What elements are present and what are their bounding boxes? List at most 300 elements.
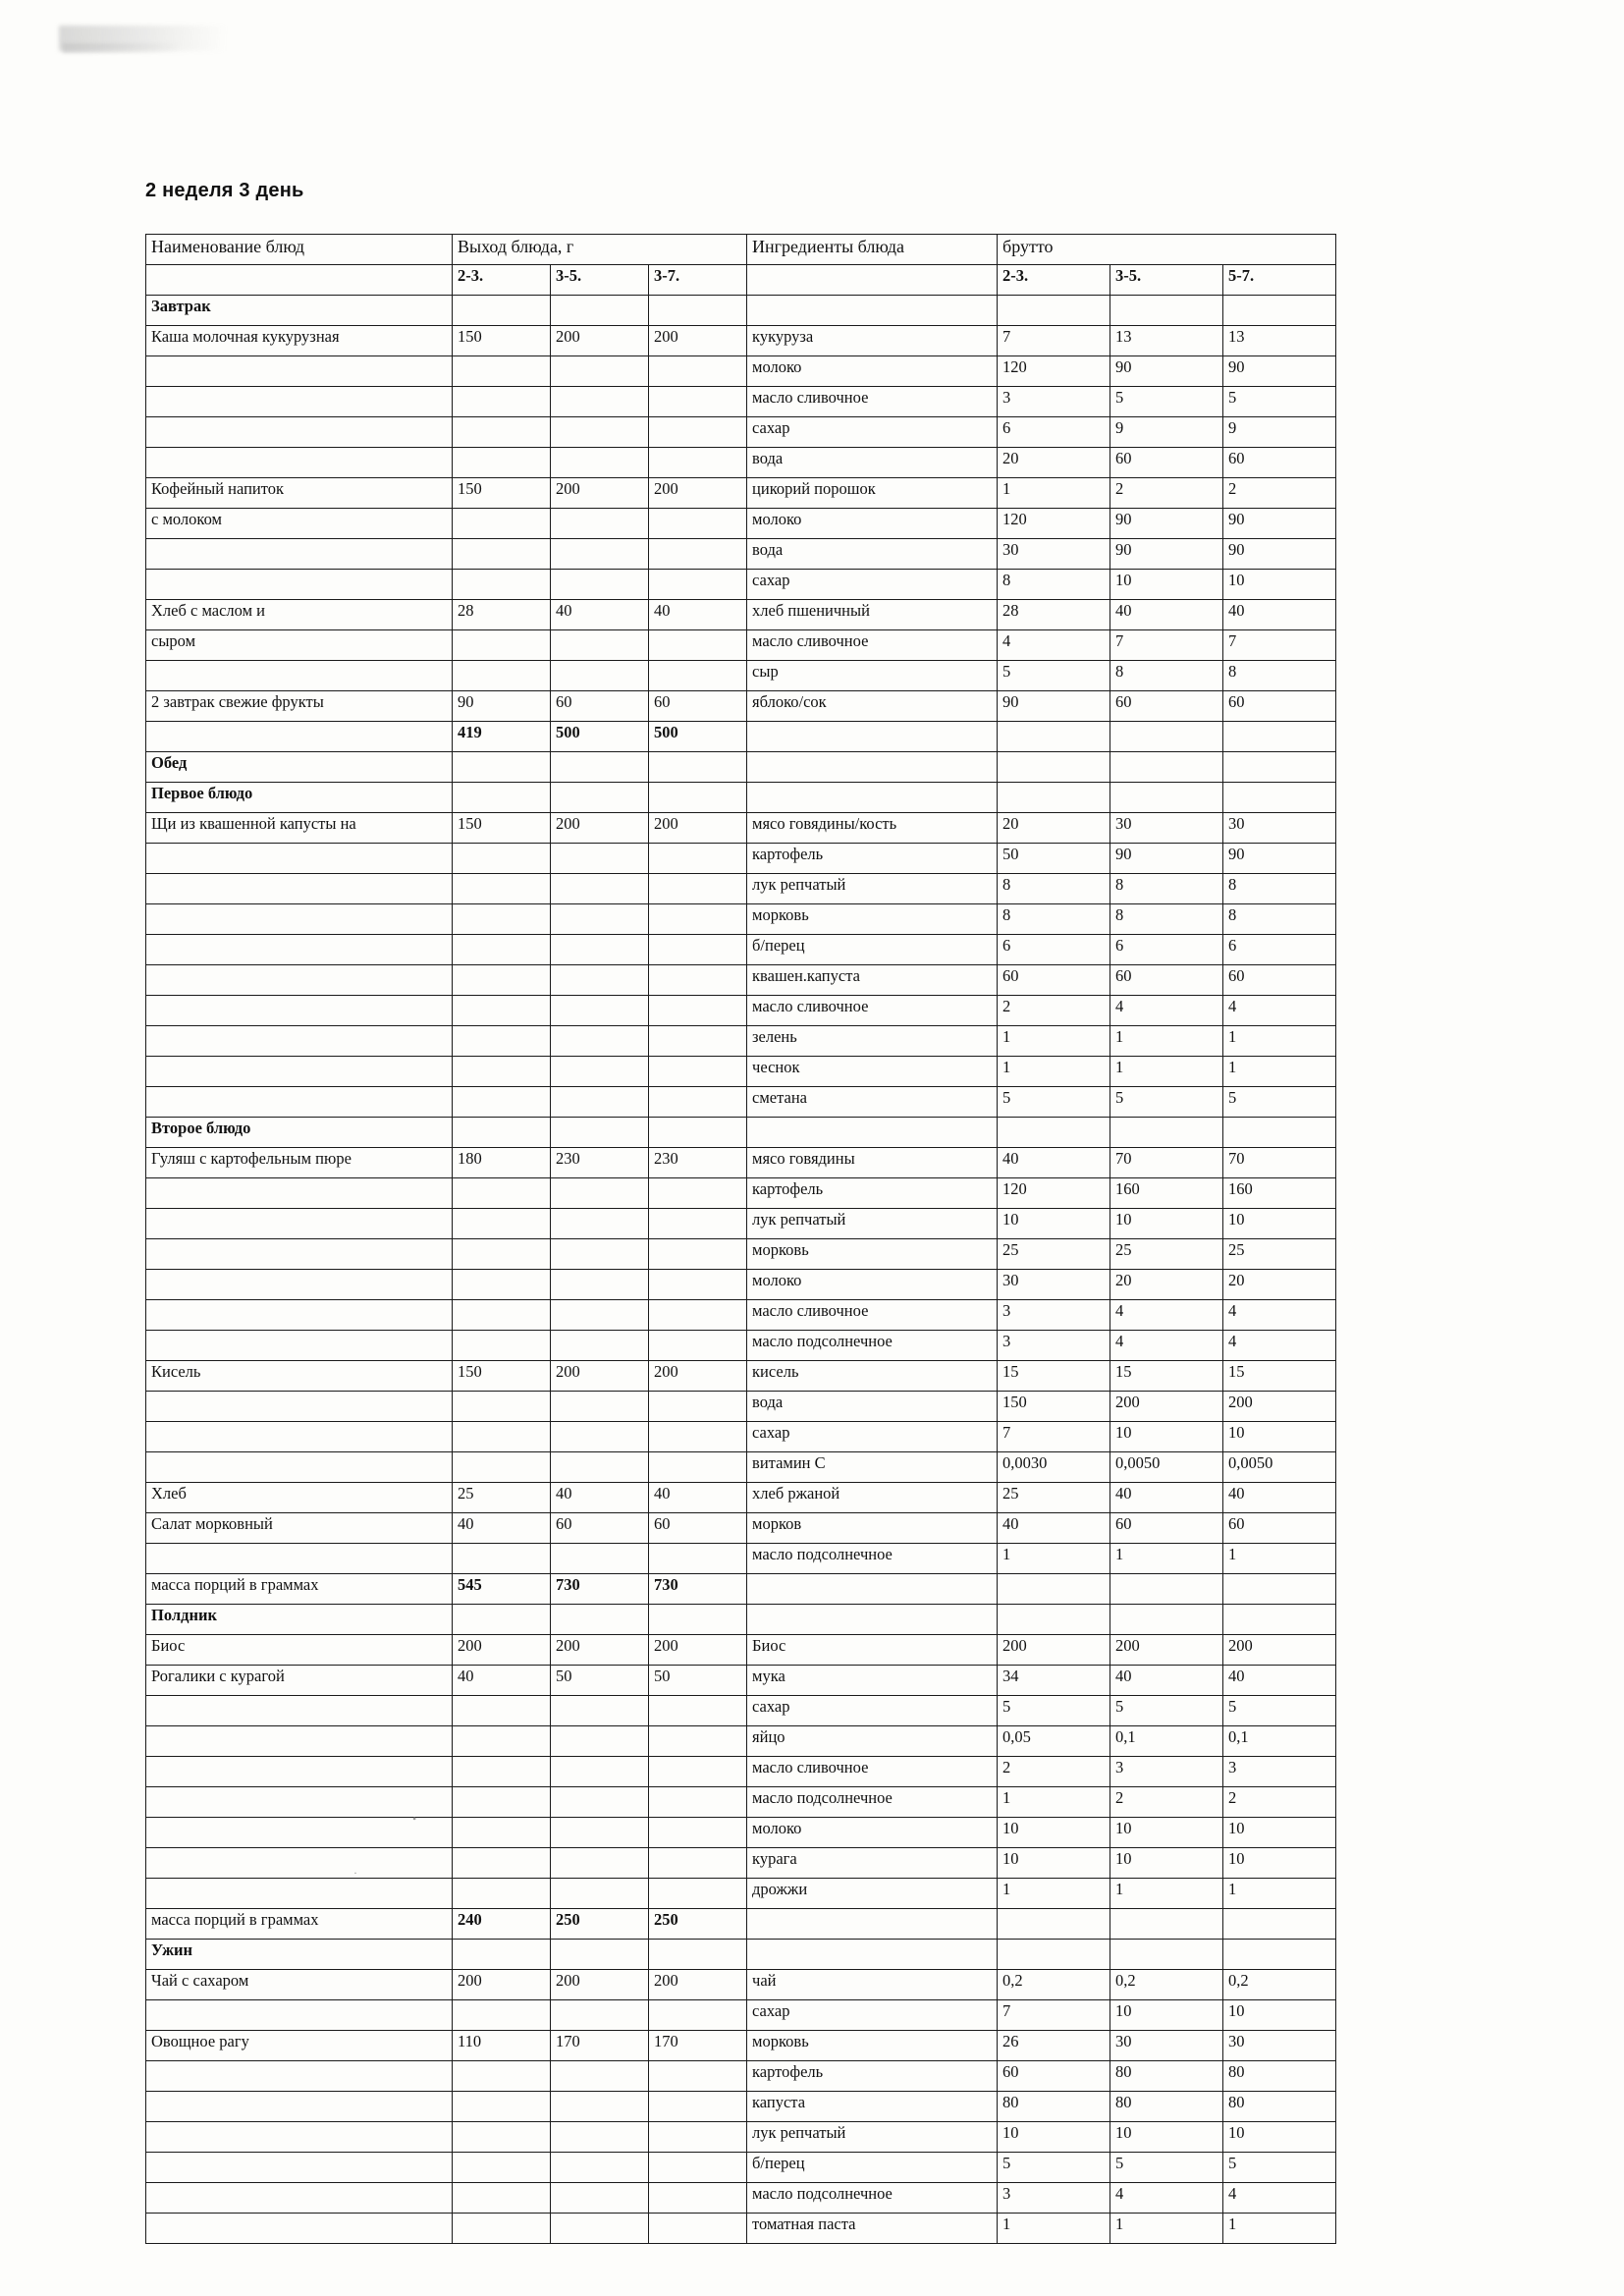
cell-g3 xyxy=(1223,296,1336,326)
cell-y1: 90 xyxy=(453,691,551,722)
cell-y3 xyxy=(649,1940,747,1970)
cell-y2 xyxy=(551,630,649,661)
cell-name: с молоком xyxy=(146,509,453,539)
cell-ing: сыр xyxy=(747,661,998,691)
cell-y3: 200 xyxy=(649,326,747,356)
cell-name xyxy=(146,1026,453,1057)
cell-g3: 10 xyxy=(1223,1422,1336,1452)
table-row xyxy=(146,1787,1336,1818)
cell-y3 xyxy=(649,1726,747,1757)
table-row xyxy=(146,1026,1336,1057)
cell-name xyxy=(146,1757,453,1787)
cell-g1: 25 xyxy=(998,1239,1110,1270)
cell-y3 xyxy=(649,1270,747,1300)
cell-y3: 230 xyxy=(649,1148,747,1178)
cell-name: Второе блюдо xyxy=(146,1118,453,1148)
cell-ing: картофель xyxy=(747,844,998,874)
cell-name: Кисель xyxy=(146,1361,453,1392)
cell-y2 xyxy=(551,539,649,570)
cell-y2 xyxy=(551,904,649,935)
cell-g2: 60 xyxy=(1110,448,1223,478)
cell-g3: 10 xyxy=(1223,1848,1336,1879)
cell-g2: 90 xyxy=(1110,509,1223,539)
cell-y1: 28 xyxy=(453,600,551,630)
cell-name xyxy=(146,1057,453,1087)
cell-y1 xyxy=(453,1331,551,1361)
cell-ing: картофель xyxy=(747,1178,998,1209)
table-row xyxy=(146,996,1336,1026)
cell-y3 xyxy=(649,1422,747,1452)
cell-g3: 70 xyxy=(1223,1148,1336,1178)
cell-y3 xyxy=(649,1696,747,1726)
cell-y1 xyxy=(453,1026,551,1057)
table-row xyxy=(146,326,1336,356)
cell-name xyxy=(146,965,453,996)
cell-y1 xyxy=(453,1757,551,1787)
table-row xyxy=(146,539,1336,570)
cell-y3 xyxy=(649,1605,747,1635)
cell-g3: 4 xyxy=(1223,1300,1336,1331)
cell-g3: 8 xyxy=(1223,661,1336,691)
cell-name xyxy=(146,661,453,691)
cell-g1: 4 xyxy=(998,630,1110,661)
cell-name: Завтрак xyxy=(146,296,453,326)
cell-y2 xyxy=(551,1879,649,1909)
cell-y2 xyxy=(551,965,649,996)
cell-y1 xyxy=(453,2214,551,2244)
cell-y1 xyxy=(453,874,551,904)
cell-y2: 60 xyxy=(551,1513,649,1544)
cell-name xyxy=(146,844,453,874)
cell-y1 xyxy=(453,1209,551,1239)
cell-g1: 10 xyxy=(998,1209,1110,1239)
cell-ing: зелень xyxy=(747,1026,998,1057)
cell-y1 xyxy=(453,1178,551,1209)
cell-y1 xyxy=(453,1940,551,1970)
cell-g3: 60 xyxy=(1223,965,1336,996)
cell-name xyxy=(146,448,453,478)
cell-y2 xyxy=(551,1787,649,1818)
table-row xyxy=(146,2153,1336,2183)
table-row xyxy=(146,1178,1336,1209)
cell-g1 xyxy=(998,752,1110,783)
subheader-gross-age-1: 2-3. xyxy=(998,265,1110,296)
cell-ing: витамин С xyxy=(747,1452,998,1483)
cell-g1 xyxy=(998,1118,1110,1148)
cell-g1: 0,0030 xyxy=(998,1452,1110,1483)
cell-g2 xyxy=(1110,1574,1223,1605)
cell-ing: масло подсолнечное xyxy=(747,1787,998,1818)
cell-y1: 40 xyxy=(453,1666,551,1696)
cell-g3: 10 xyxy=(1223,1818,1336,1848)
cell-name xyxy=(146,935,453,965)
cell-name: Хлеб с маслом и xyxy=(146,600,453,630)
cell-ing: хлеб пшеничный xyxy=(747,600,998,630)
cell-y1 xyxy=(453,1726,551,1757)
cell-g3: 4 xyxy=(1223,996,1336,1026)
cell-y1 xyxy=(453,539,551,570)
cell-y2 xyxy=(551,1331,649,1361)
cell-y2 xyxy=(551,356,649,387)
cell-name: Салат морковный xyxy=(146,1513,453,1544)
cell-g3: 0,2 xyxy=(1223,1970,1336,2000)
cell-y2: 730 xyxy=(551,1574,649,1605)
cell-name xyxy=(146,1392,453,1422)
cell-y3 xyxy=(649,356,747,387)
cell-y2 xyxy=(551,2092,649,2122)
cell-name: Кофейный напиток xyxy=(146,478,453,509)
cell-g3: 5 xyxy=(1223,1696,1336,1726)
cell-y2 xyxy=(551,1209,649,1239)
cell-ing: б/перец xyxy=(747,2153,998,2183)
table-row xyxy=(146,1118,1336,1148)
cell-y1 xyxy=(453,448,551,478)
cell-ing: курага xyxy=(747,1848,998,1879)
cell-y3 xyxy=(649,630,747,661)
table-row xyxy=(146,935,1336,965)
cell-g3: 90 xyxy=(1223,844,1336,874)
cell-g2: 4 xyxy=(1110,1331,1223,1361)
cell-name xyxy=(146,1300,453,1331)
cell-y1 xyxy=(453,2092,551,2122)
cell-g2: 4 xyxy=(1110,2183,1223,2214)
cell-name: Рогалики с курагой xyxy=(146,1666,453,1696)
cell-g3: 5 xyxy=(1223,2153,1336,2183)
cell-g1: 1 xyxy=(998,1787,1110,1818)
table-row xyxy=(146,1696,1336,1726)
cell-name: Каша молочная кукурузная xyxy=(146,326,453,356)
cell-ing: молоко xyxy=(747,1818,998,1848)
cell-g3: 1 xyxy=(1223,1544,1336,1574)
cell-g1: 3 xyxy=(998,1331,1110,1361)
cell-ing xyxy=(747,1605,998,1635)
cell-g2: 1 xyxy=(1110,1879,1223,1909)
cell-g1: 5 xyxy=(998,2153,1110,2183)
cell-ing: морковь xyxy=(747,2031,998,2061)
cell-y1 xyxy=(453,387,551,417)
cell-ing: сахар xyxy=(747,1422,998,1452)
cell-ing: вода xyxy=(747,539,998,570)
cell-g1: 50 xyxy=(998,844,1110,874)
cell-g1: 6 xyxy=(998,935,1110,965)
cell-y1 xyxy=(453,296,551,326)
cell-name xyxy=(146,539,453,570)
cell-y3 xyxy=(649,539,747,570)
cell-y2 xyxy=(551,448,649,478)
header-dish-name: Наименование блюд xyxy=(146,235,453,265)
cell-g2: 10 xyxy=(1110,1818,1223,1848)
cell-name: Чай с сахаром xyxy=(146,1970,453,2000)
cell-ing: масло сливочное xyxy=(747,630,998,661)
cell-g3 xyxy=(1223,752,1336,783)
table-row xyxy=(146,1057,1336,1087)
cell-g3: 25 xyxy=(1223,1239,1336,1270)
cell-y3 xyxy=(649,935,747,965)
cell-ing: вода xyxy=(747,1392,998,1422)
cell-g3: 5 xyxy=(1223,1087,1336,1118)
cell-name xyxy=(146,2214,453,2244)
cell-g1: 1 xyxy=(998,2214,1110,2244)
cell-g2: 10 xyxy=(1110,1209,1223,1239)
cell-g2: 2 xyxy=(1110,478,1223,509)
table-row xyxy=(146,2000,1336,2031)
table-row xyxy=(146,1331,1336,1361)
cell-g1: 3 xyxy=(998,2183,1110,2214)
cell-y3 xyxy=(649,2122,747,2153)
cell-ing: капуста xyxy=(747,2092,998,2122)
subheader-gross-age-2: 3-5. xyxy=(1110,265,1223,296)
table-row xyxy=(146,1209,1336,1239)
cell-y3: 730 xyxy=(649,1574,747,1605)
cell-y3 xyxy=(649,965,747,996)
cell-y1: 545 xyxy=(453,1574,551,1605)
cell-y1 xyxy=(453,1818,551,1848)
cell-y3 xyxy=(649,1757,747,1787)
table-row xyxy=(146,1574,1336,1605)
subheader-blank-right xyxy=(747,265,998,296)
cell-y2 xyxy=(551,661,649,691)
cell-ing xyxy=(747,752,998,783)
cell-g2: 9 xyxy=(1110,417,1223,448)
cell-g3: 80 xyxy=(1223,2092,1336,2122)
cell-g2: 60 xyxy=(1110,965,1223,996)
cell-g3: 1 xyxy=(1223,1026,1336,1057)
table-row xyxy=(146,1239,1336,1270)
cell-g2 xyxy=(1110,1909,1223,1940)
cell-y1 xyxy=(453,417,551,448)
cell-ing xyxy=(747,1118,998,1148)
cell-g1: 8 xyxy=(998,874,1110,904)
cell-g3: 20 xyxy=(1223,1270,1336,1300)
cell-g2 xyxy=(1110,752,1223,783)
table-row xyxy=(146,1422,1336,1452)
cell-ing: сахар xyxy=(747,1696,998,1726)
table-row xyxy=(146,2214,1336,2244)
cell-g1: 7 xyxy=(998,326,1110,356)
cell-g3: 15 xyxy=(1223,1361,1336,1392)
table-row xyxy=(146,1361,1336,1392)
table-row xyxy=(146,1848,1336,1879)
cell-y3 xyxy=(649,996,747,1026)
table-row xyxy=(146,722,1336,752)
cell-ing: молоко xyxy=(747,1270,998,1300)
cell-y2 xyxy=(551,1178,649,1209)
cell-g3: 40 xyxy=(1223,600,1336,630)
cell-y2 xyxy=(551,1057,649,1087)
cell-g3: 2 xyxy=(1223,1787,1336,1818)
table-row xyxy=(146,844,1336,874)
cell-g1: 1 xyxy=(998,1057,1110,1087)
cell-y2 xyxy=(551,783,649,813)
cell-y2: 500 xyxy=(551,722,649,752)
table-row xyxy=(146,1879,1336,1909)
cell-y1: 110 xyxy=(453,2031,551,2061)
cell-g1: 8 xyxy=(998,570,1110,600)
cell-g2: 10 xyxy=(1110,1848,1223,1879)
cell-ing: масло подсолнечное xyxy=(747,2183,998,2214)
pencil-mark-1: • xyxy=(412,1812,417,1826)
cell-y1 xyxy=(453,1270,551,1300)
cell-name: Ужин xyxy=(146,1940,453,1970)
cell-y2 xyxy=(551,1726,649,1757)
cell-name xyxy=(146,2000,453,2031)
table-row xyxy=(146,2183,1336,2214)
cell-name xyxy=(146,1087,453,1118)
cell-y1: 150 xyxy=(453,478,551,509)
cell-ing: масло сливочное xyxy=(747,1757,998,1787)
cell-g2: 90 xyxy=(1110,844,1223,874)
cell-g2: 160 xyxy=(1110,1178,1223,1209)
cell-y3: 200 xyxy=(649,1361,747,1392)
cell-g1: 2 xyxy=(998,1757,1110,1787)
cell-g1: 0,2 xyxy=(998,1970,1110,2000)
menu-table-body xyxy=(146,235,1336,2244)
cell-g3: 10 xyxy=(1223,2000,1336,2031)
cell-y3 xyxy=(649,874,747,904)
cell-g2: 8 xyxy=(1110,904,1223,935)
cell-y3 xyxy=(649,2214,747,2244)
cell-y3 xyxy=(649,387,747,417)
table-row xyxy=(146,2061,1336,2092)
cell-y3 xyxy=(649,2061,747,2092)
cell-ing: сахар xyxy=(747,417,998,448)
cell-y3 xyxy=(649,904,747,935)
cell-g2: 40 xyxy=(1110,600,1223,630)
table-row xyxy=(146,691,1336,722)
cell-g3 xyxy=(1223,1118,1336,1148)
cell-g3: 30 xyxy=(1223,813,1336,844)
cell-y2 xyxy=(551,387,649,417)
cell-y2 xyxy=(551,2000,649,2031)
cell-ing: лук репчатый xyxy=(747,874,998,904)
cell-y2: 40 xyxy=(551,600,649,630)
cell-y3 xyxy=(649,417,747,448)
cell-y1 xyxy=(453,1392,551,1422)
cell-y2 xyxy=(551,1087,649,1118)
cell-g2: 2 xyxy=(1110,1787,1223,1818)
cell-g2: 40 xyxy=(1110,1483,1223,1513)
cell-g2: 80 xyxy=(1110,2092,1223,2122)
cell-y1 xyxy=(453,356,551,387)
cell-y3 xyxy=(649,783,747,813)
cell-name xyxy=(146,1422,453,1452)
cell-y3: 40 xyxy=(649,1483,747,1513)
scan-artifact xyxy=(59,26,226,51)
cell-name xyxy=(146,722,453,752)
table-row xyxy=(146,448,1336,478)
cell-g2: 200 xyxy=(1110,1635,1223,1666)
cell-y3: 250 xyxy=(649,1909,747,1940)
cell-y3 xyxy=(649,2153,747,2183)
cell-g2: 4 xyxy=(1110,996,1223,1026)
cell-g1: 28 xyxy=(998,600,1110,630)
cell-ing: мука xyxy=(747,1666,998,1696)
cell-y3 xyxy=(649,509,747,539)
table-row xyxy=(146,1635,1336,1666)
table-row xyxy=(146,1605,1336,1635)
cell-y3: 50 xyxy=(649,1666,747,1696)
cell-g1: 3 xyxy=(998,387,1110,417)
cell-ing: картофель xyxy=(747,2061,998,2092)
cell-g1: 40 xyxy=(998,1513,1110,1544)
cell-g3: 10 xyxy=(1223,1209,1336,1239)
cell-g2: 10 xyxy=(1110,570,1223,600)
table-row xyxy=(146,1392,1336,1422)
cell-g1: 40 xyxy=(998,1148,1110,1178)
cell-name xyxy=(146,1209,453,1239)
cell-g1 xyxy=(998,783,1110,813)
cell-name xyxy=(146,2061,453,2092)
cell-y3: 200 xyxy=(649,813,747,844)
cell-name xyxy=(146,2092,453,2122)
table-row xyxy=(146,783,1336,813)
cell-g1: 80 xyxy=(998,2092,1110,2122)
table-row xyxy=(146,1666,1336,1696)
table-row xyxy=(146,661,1336,691)
cell-g1: 10 xyxy=(998,2122,1110,2153)
cell-y2 xyxy=(551,1026,649,1057)
cell-g3: 60 xyxy=(1223,1513,1336,1544)
cell-g1: 30 xyxy=(998,539,1110,570)
cell-g3: 200 xyxy=(1223,1635,1336,1666)
table-row xyxy=(146,417,1336,448)
cell-y2 xyxy=(551,1452,649,1483)
cell-g1: 150 xyxy=(998,1392,1110,1422)
cell-y3 xyxy=(649,2183,747,2214)
cell-y3 xyxy=(649,752,747,783)
cell-ing: чай xyxy=(747,1970,998,2000)
cell-y3: 200 xyxy=(649,1635,747,1666)
cell-y3: 60 xyxy=(649,691,747,722)
cell-y3 xyxy=(649,1209,747,1239)
header-ingredients: Ингредиенты блюда xyxy=(747,235,998,265)
cell-g1 xyxy=(998,1574,1110,1605)
cell-y2 xyxy=(551,296,649,326)
cell-y3 xyxy=(649,1787,747,1818)
cell-ing: лук репчатый xyxy=(747,1209,998,1239)
cell-y1 xyxy=(453,630,551,661)
cell-g1: 10 xyxy=(998,1818,1110,1848)
cell-g1: 20 xyxy=(998,448,1110,478)
cell-g2: 200 xyxy=(1110,1392,1223,1422)
cell-g1: 5 xyxy=(998,1696,1110,1726)
cell-g1: 1 xyxy=(998,1544,1110,1574)
cell-name: Биос xyxy=(146,1635,453,1666)
cell-ing: хлеб ржаной xyxy=(747,1483,998,1513)
cell-name xyxy=(146,904,453,935)
cell-y2 xyxy=(551,874,649,904)
cell-g3 xyxy=(1223,1574,1336,1605)
cell-y2 xyxy=(551,2061,649,2092)
cell-name xyxy=(146,1787,453,1818)
cell-g1: 2 xyxy=(998,996,1110,1026)
cell-name: Щи из квашенной капусты на xyxy=(146,813,453,844)
cell-g3 xyxy=(1223,1909,1336,1940)
menu-table xyxy=(145,234,1336,2244)
cell-y3 xyxy=(649,1452,747,1483)
cell-y1 xyxy=(453,752,551,783)
cell-g1: 30 xyxy=(998,1270,1110,1300)
cell-y3: 200 xyxy=(649,1970,747,2000)
cell-name: масса порций в граммах xyxy=(146,1574,453,1605)
cell-ing: морковь xyxy=(747,904,998,935)
cell-y3 xyxy=(649,1026,747,1057)
cell-g1: 1 xyxy=(998,1879,1110,1909)
cell-g3: 2 xyxy=(1223,478,1336,509)
cell-y3 xyxy=(649,570,747,600)
cell-y3 xyxy=(649,1392,747,1422)
cell-g3: 40 xyxy=(1223,1483,1336,1513)
